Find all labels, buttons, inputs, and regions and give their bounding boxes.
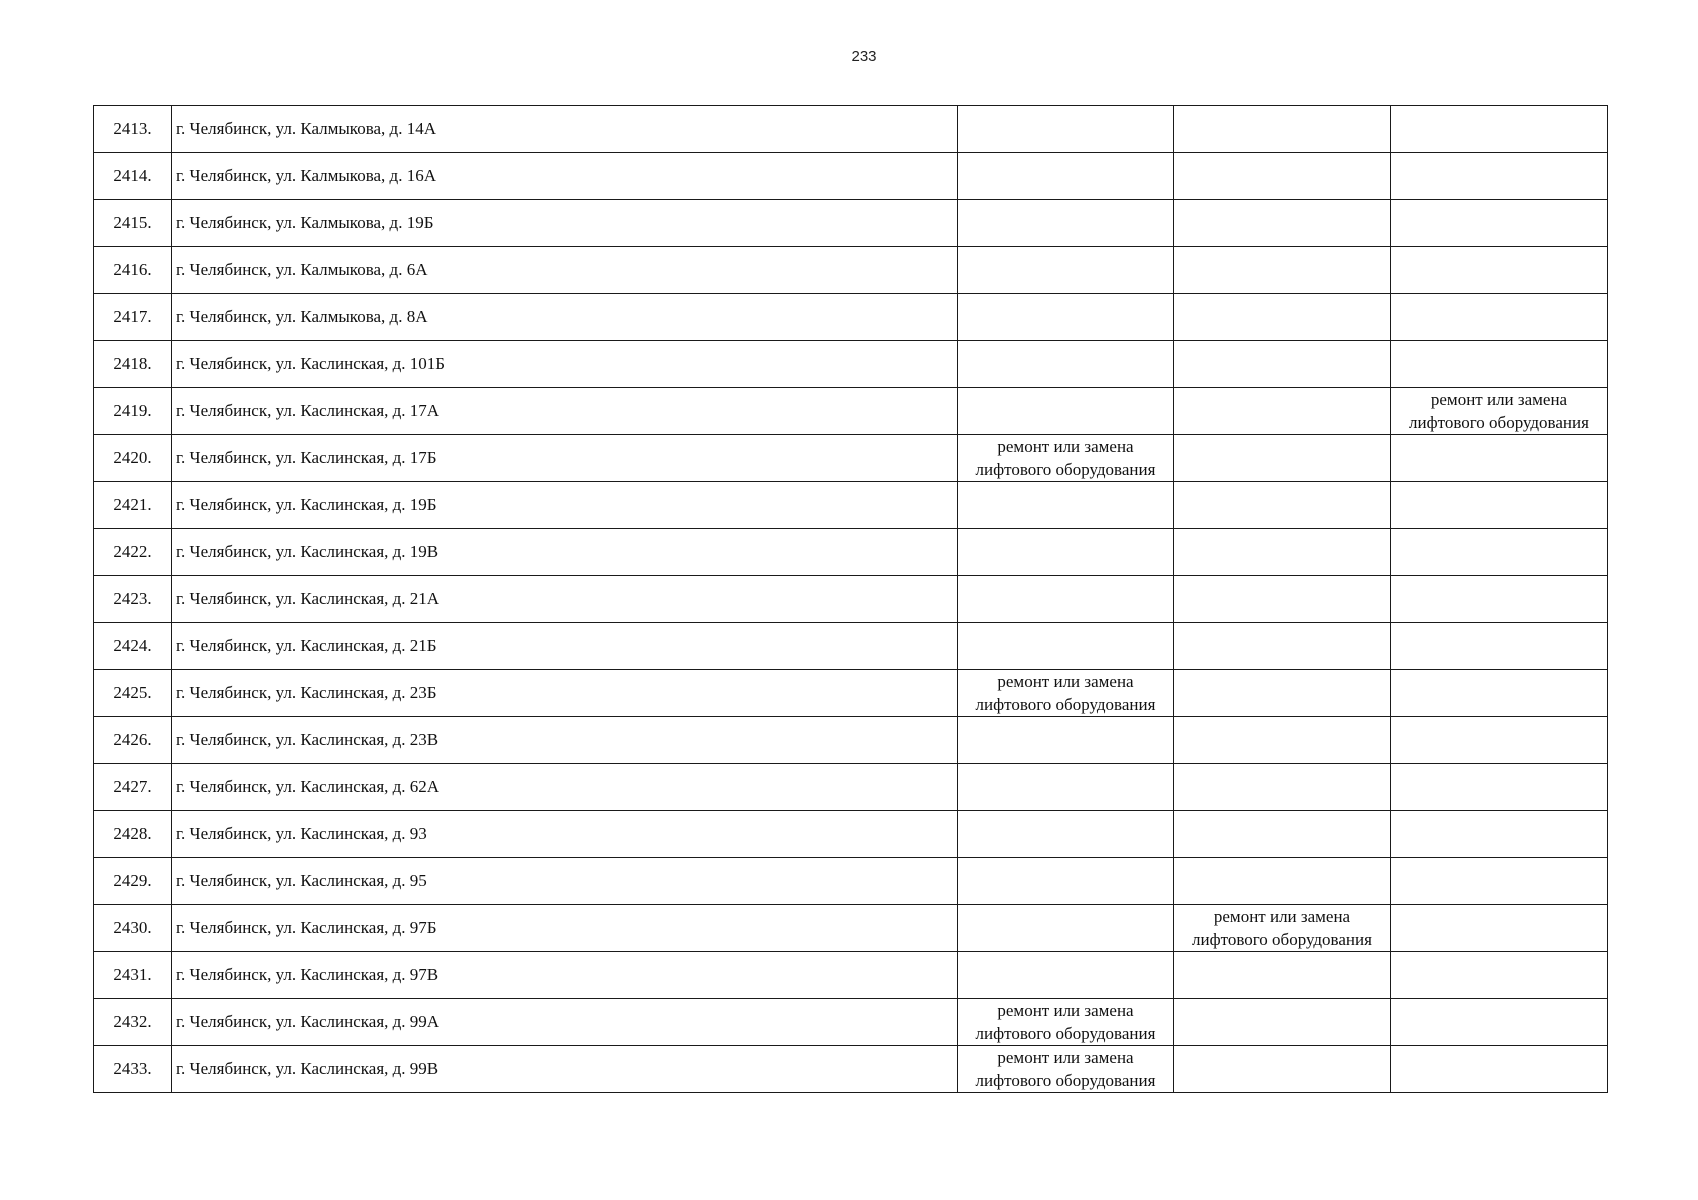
address-text: г. Челябинск, ул. Каслинская, д. 19Б [176, 495, 437, 514]
table-body [94, 106, 1608, 1093]
table-row [94, 623, 1608, 670]
work-cell-3 [1391, 764, 1608, 811]
row-number [94, 999, 172, 1046]
table-row [94, 247, 1608, 294]
address-text: г. Челябинск, ул. Каслинская, д. 23В [176, 730, 439, 749]
address-text: г. Челябинск, ул. Калмыкова, д. 8А [176, 307, 428, 326]
address-text: г. Челябинск, ул. Каслинская, д. 23Б [176, 683, 437, 702]
table-row [94, 200, 1608, 247]
table-row [94, 905, 1608, 952]
row-number-text: 2421. [113, 495, 152, 514]
work-cell-1 [958, 717, 1174, 764]
work-cell-2 [1174, 717, 1391, 764]
address-cell [172, 576, 958, 623]
work-cell-1 [958, 858, 1174, 905]
row-number-text: 2415. [113, 213, 152, 232]
work-cell-3 [1391, 529, 1608, 576]
address-cell [172, 341, 958, 388]
address-text: г. Челябинск, ул. Калмыкова, д. 19Б [176, 213, 434, 232]
address-cell [172, 858, 958, 905]
work-cell-2 [1174, 952, 1391, 999]
table-row [94, 999, 1608, 1046]
table-row [94, 764, 1608, 811]
work-cell-3 [1391, 106, 1608, 153]
address-cell [172, 529, 958, 576]
work-cell-2 [1174, 858, 1391, 905]
address-text: г. Челябинск, ул. Каслинская, д. 21Б [176, 636, 437, 655]
table-row [94, 858, 1608, 905]
address-text: г. Челябинск, ул. Каслинская, д. 21А [176, 589, 440, 608]
address-text: г. Челябинск, ул. Калмыкова, д. 14А [176, 119, 436, 138]
work-cell-2 [1174, 670, 1391, 717]
row-number [94, 200, 172, 247]
address-cell [172, 717, 958, 764]
address-cell [172, 435, 958, 482]
row-number-text: 2414. [113, 166, 152, 185]
work-cell-1 [958, 999, 1174, 1046]
address-table [93, 105, 1608, 1093]
work-cell-1 [958, 952, 1174, 999]
row-number-text: 2420. [113, 448, 152, 467]
row-number-text: 2417. [113, 307, 152, 326]
row-number [94, 858, 172, 905]
row-number [94, 905, 172, 952]
work-text: ремонт или замена лифтового оборудования [1192, 907, 1372, 949]
work-cell-1 [958, 905, 1174, 952]
work-cell-1 [958, 388, 1174, 435]
work-cell-2 [1174, 153, 1391, 200]
row-number [94, 670, 172, 717]
work-cell-1 [958, 247, 1174, 294]
work-cell-2 [1174, 1046, 1391, 1093]
work-text: ремонт или замена лифтового оборудования [1409, 390, 1589, 432]
work-cell-2 [1174, 764, 1391, 811]
row-number [94, 294, 172, 341]
table-row [94, 482, 1608, 529]
address-text: г. Челябинск, ул. Каслинская, д. 99А [176, 1012, 440, 1031]
table-row [94, 153, 1608, 200]
row-number-text: 2429. [113, 871, 152, 890]
work-cell-2 [1174, 200, 1391, 247]
work-text: ремонт или замена лифтового оборудования [975, 1001, 1156, 1043]
work-cell-3 [1391, 200, 1608, 247]
address-text: г. Челябинск, ул. Каслинская, д. 101Б [176, 354, 446, 373]
row-number-text: 2432. [113, 1012, 152, 1031]
work-cell-1 [958, 529, 1174, 576]
work-cell-1 [958, 153, 1174, 200]
row-number-text: 2426. [113, 730, 152, 749]
work-cell-3 [1391, 435, 1608, 482]
address-cell [172, 999, 958, 1046]
work-cell-1 [958, 623, 1174, 670]
row-number [94, 247, 172, 294]
row-number-text: 2427. [113, 777, 152, 796]
row-number [94, 717, 172, 764]
row-number-text: 2424. [113, 636, 152, 655]
page-number: 233 [851, 48, 877, 65]
table-row [94, 576, 1608, 623]
work-text: ремонт или замена лифтового оборудования [975, 672, 1156, 714]
row-number-text: 2428. [113, 824, 152, 843]
work-cell-1 [958, 811, 1174, 858]
work-cell-3 [1391, 858, 1608, 905]
address-text: г. Челябинск, ул. Каслинская, д. 95 [176, 871, 427, 890]
table-row [94, 952, 1608, 999]
work-cell-1 [958, 106, 1174, 153]
row-number-text: 2413. [113, 119, 152, 138]
work-cell-3 [1391, 717, 1608, 764]
work-cell-2 [1174, 435, 1391, 482]
row-number [94, 952, 172, 999]
work-cell-1 [958, 294, 1174, 341]
work-cell-2 [1174, 482, 1391, 529]
table-row [94, 341, 1608, 388]
row-number [94, 623, 172, 670]
work-cell-3 [1391, 670, 1608, 717]
row-number [94, 1046, 172, 1093]
row-number-text: 2416. [113, 260, 152, 279]
table-row [94, 529, 1608, 576]
work-cell-3 [1391, 905, 1608, 952]
table-row [94, 670, 1608, 717]
address-cell [172, 200, 958, 247]
row-number-text: 2422. [113, 542, 152, 561]
address-text: г. Челябинск, ул. Калмыкова, д. 6А [176, 260, 428, 279]
work-cell-2 [1174, 811, 1391, 858]
address-cell [172, 294, 958, 341]
row-number [94, 435, 172, 482]
row-number-text: 2430. [113, 918, 152, 937]
address-text: г. Челябинск, ул. Каслинская, д. 62А [176, 777, 440, 796]
work-cell-3 [1391, 952, 1608, 999]
address-text: г. Челябинск, ул. Каслинская, д. 97В [176, 965, 439, 984]
table-row [94, 294, 1608, 341]
address-cell [172, 106, 958, 153]
work-cell-1 [958, 200, 1174, 247]
row-number-text: 2423. [113, 589, 152, 608]
work-cell-3 [1391, 482, 1608, 529]
work-cell-3 [1391, 811, 1608, 858]
table-row [94, 1046, 1608, 1093]
row-number [94, 106, 172, 153]
row-number [94, 764, 172, 811]
address-cell [172, 623, 958, 670]
address-cell [172, 670, 958, 717]
work-cell-3 [1391, 388, 1608, 435]
work-cell-3 [1391, 999, 1608, 1046]
address-cell [172, 905, 958, 952]
table-row [94, 388, 1608, 435]
address-text: г. Челябинск, ул. Каслинская, д. 17А [176, 401, 440, 420]
row-number [94, 482, 172, 529]
work-cell-2 [1174, 576, 1391, 623]
row-number-text: 2431. [113, 965, 152, 984]
work-text: ремонт или замена лифтового оборудования [975, 1048, 1156, 1090]
address-cell [172, 764, 958, 811]
table-row [94, 435, 1608, 482]
work-cell-3 [1391, 247, 1608, 294]
work-cell-3 [1391, 623, 1608, 670]
row-number [94, 388, 172, 435]
work-cell-1 [958, 576, 1174, 623]
work-cell-1 [958, 764, 1174, 811]
work-cell-1 [958, 482, 1174, 529]
table-row [94, 811, 1608, 858]
work-cell-2 [1174, 529, 1391, 576]
address-cell [172, 247, 958, 294]
work-cell-2 [1174, 905, 1391, 952]
work-cell-1 [958, 341, 1174, 388]
work-cell-2 [1174, 106, 1391, 153]
table-row [94, 717, 1608, 764]
row-number-text: 2433. [113, 1059, 152, 1078]
work-cell-3 [1391, 576, 1608, 623]
row-number-text: 2418. [113, 354, 152, 373]
work-cell-3 [1391, 153, 1608, 200]
work-cell-3 [1391, 341, 1608, 388]
address-text: г. Челябинск, ул. Каслинская, д. 17Б [176, 448, 437, 467]
work-text: ремонт или замена лифтового оборудования [975, 437, 1156, 479]
row-number [94, 341, 172, 388]
address-cell [172, 388, 958, 435]
work-cell-2 [1174, 247, 1391, 294]
work-cell-1 [958, 435, 1174, 482]
address-text: г. Челябинск, ул. Каслинская, д. 93 [176, 824, 427, 843]
work-cell-3 [1391, 1046, 1608, 1093]
work-cell-2 [1174, 294, 1391, 341]
work-cell-2 [1174, 341, 1391, 388]
address-cell [172, 811, 958, 858]
row-number [94, 576, 172, 623]
row-number [94, 811, 172, 858]
row-number [94, 529, 172, 576]
address-cell [172, 952, 958, 999]
address-text: г. Челябинск, ул. Каслинская, д. 97Б [176, 918, 437, 937]
row-number-text: 2425. [113, 683, 152, 702]
work-cell-2 [1174, 388, 1391, 435]
work-cell-1 [958, 670, 1174, 717]
address-cell [172, 1046, 958, 1093]
row-number-text: 2419. [113, 401, 152, 420]
work-cell-1 [958, 1046, 1174, 1093]
table-row [94, 106, 1608, 153]
address-cell [172, 482, 958, 529]
address-text: г. Челябинск, ул. Каслинская, д. 99В [176, 1059, 439, 1078]
address-text: г. Челябинск, ул. Калмыкова, д. 16А [176, 166, 436, 185]
work-cell-3 [1391, 294, 1608, 341]
address-cell [172, 153, 958, 200]
work-cell-2 [1174, 623, 1391, 670]
work-cell-2 [1174, 999, 1391, 1046]
row-number [94, 153, 172, 200]
address-text: г. Челябинск, ул. Каслинская, д. 19В [176, 542, 439, 561]
